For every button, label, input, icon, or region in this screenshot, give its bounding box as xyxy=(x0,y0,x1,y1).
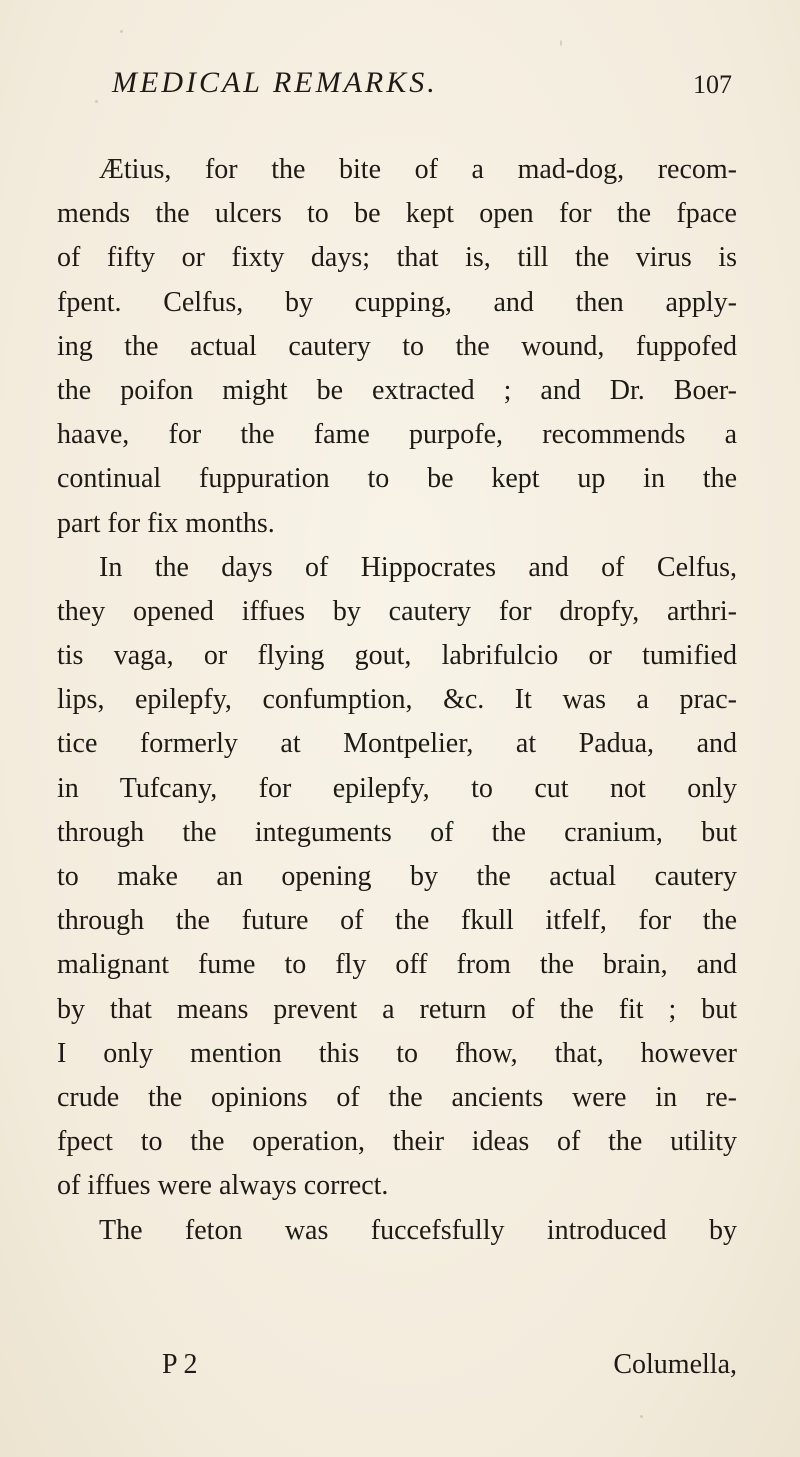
text-line: to make an opening by the actual cautery xyxy=(57,861,737,892)
text-line: fpect to the operation, their ideas of the utility xyxy=(57,1126,737,1158)
text-line: ing the actual cautery to the wound, fuppofed xyxy=(57,330,737,362)
text-line: through the future of the fkull itfelf, for the xyxy=(57,905,737,937)
text-line: part for fix months. xyxy=(57,507,275,539)
text-line: lips, epilepfy, confumption, &c. It was a prac- xyxy=(57,684,737,716)
body-text xyxy=(57,148,737,1253)
paper-speck xyxy=(95,100,98,103)
text-line: haave, for the fame purpofe, recommends a xyxy=(57,419,737,451)
text-line: I only mention this to fhow, that, however xyxy=(57,1037,737,1069)
signature-mark: P 2 xyxy=(162,1349,198,1380)
text-line: of iffues were always correct. xyxy=(57,1170,389,1202)
text-line: malignant fume to fly off from the brain, and xyxy=(57,949,737,981)
page-number: 107 xyxy=(693,70,732,99)
paper-speck xyxy=(120,30,123,33)
paper-speck xyxy=(560,40,562,46)
text-line: of fifty or fixty days; that is, till the virus is xyxy=(57,242,737,274)
text-line: crude the opinions of the ancients were in re- xyxy=(57,1081,737,1113)
text-line: in Tufcany, for epilepfy, to cut not only xyxy=(57,772,737,804)
text-line: mends the ulcers to be kept open for the fpace xyxy=(57,198,737,230)
text-line: the poifon might be extracted ; and Dr. Boer- xyxy=(57,374,737,406)
page-footer xyxy=(115,1349,737,1393)
text-line: continual fuppuration to be kept up in the xyxy=(57,463,737,495)
running-head xyxy=(112,66,732,106)
text-line: Ætius, for the bite of a mad-dog, recom- xyxy=(99,154,737,185)
text-line: they opened iffues by cautery for dropfy, arthri- xyxy=(57,595,737,627)
text-line: by that means prevent a return of the fit ; but xyxy=(57,993,737,1025)
text-line: fpent. Celfus, by cupping, and then apply- xyxy=(57,286,737,318)
text-line: through the integuments of the cranium, but xyxy=(57,816,737,848)
text-line: tis vaga, or flying gout, labrifulcio or tumified xyxy=(57,640,737,672)
catchword: Columella, xyxy=(613,1349,737,1380)
paper-speck xyxy=(640,1415,643,1418)
running-head-title: MEDICAL REMARKS. xyxy=(112,66,438,99)
text-line: In the days of Hippocrates and of Celfus, xyxy=(99,551,737,583)
text-line: tice formerly at Montpelier, at Padua, and xyxy=(57,728,737,760)
text-line: The feton was fuccefsfully introduced by xyxy=(99,1214,737,1246)
